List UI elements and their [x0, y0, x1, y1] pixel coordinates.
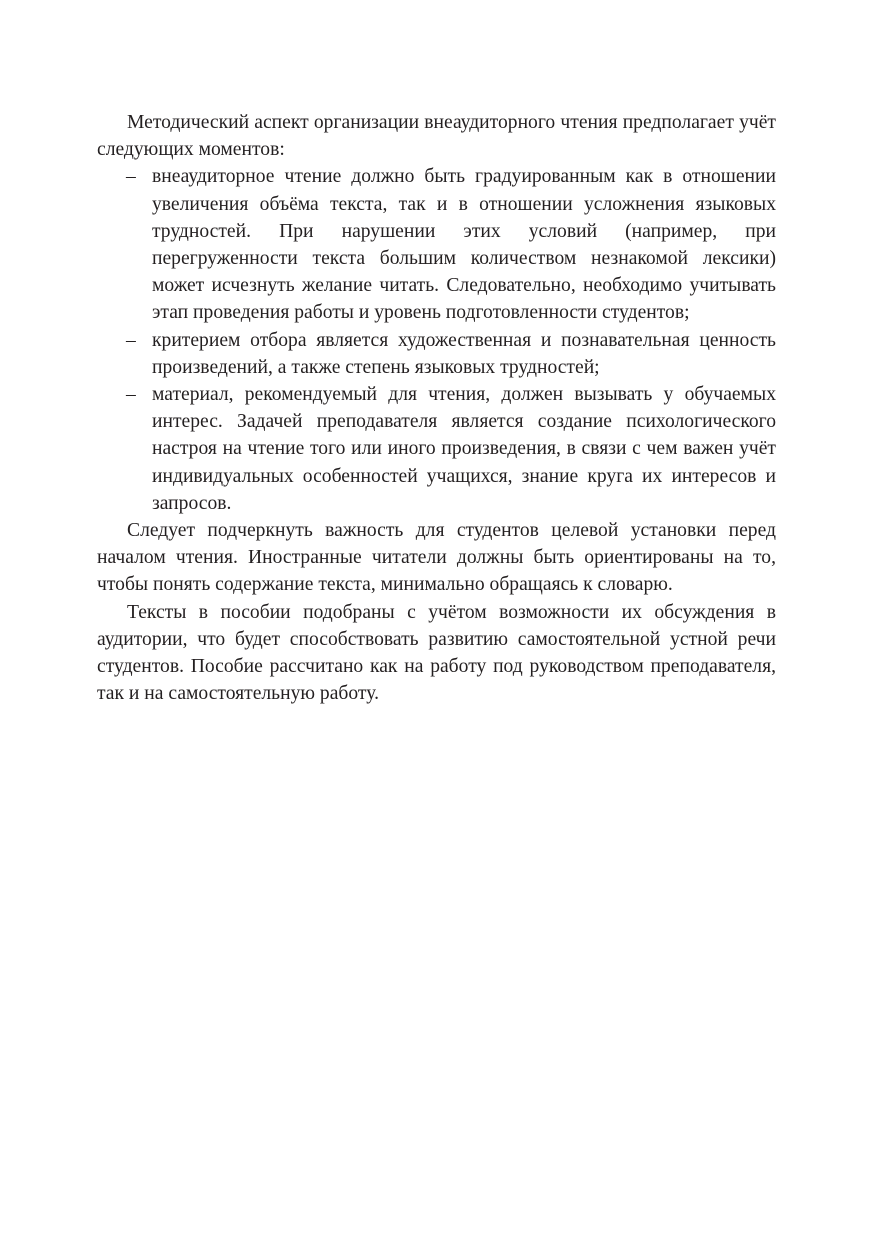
list-item	[126, 327, 776, 381]
dash-bullet: –	[126, 166, 136, 188]
document-page	[97, 109, 776, 707]
intro-paragraph: Методический аспект организации внеаудиторного чтения предполагает учёт следующих моментов:	[97, 112, 776, 161]
list-item	[126, 381, 776, 517]
list-item-text: материал, рекомендуемый для чтения, должен вызывать у обучаемых интерес. Задачей преподавателя является создание психологического настроя на чтение того или иного произведения, в связи с чем важен учёт индивидуальных особенностей учащихся, знание круга их интересов и запросов.	[152, 384, 776, 514]
requirements-list	[97, 163, 776, 517]
body-paragraph-goal: Следует подчеркнуть важность для студентов целевой установки перед началом чтения. Иностранные читатели должны быть ориентированы на то, чтобы понять содержание текста, минимально обращаясь к словарю.	[97, 520, 776, 596]
dash-bullet: –	[126, 329, 136, 351]
list-item-text: критерием отбора является художественная и познавательная ценность произведений, а также степень языковых трудностей;	[152, 329, 776, 378]
list-item-text: внеаудиторное чтение должно быть градуированным как в отношении увеличения объёма текста, так и в отношении усложнения языковых трудностей. При нарушении этих условий (например, при перегруженности текста большим количеством незнакомой лексики) может исчезнуть желание читать. Следовательно, необходимо учитывать этап проведения работы и уровень подготовленности студентов;	[152, 166, 776, 324]
dash-bullet: –	[126, 384, 136, 406]
list-item	[126, 163, 776, 326]
body-paragraph-texts: Тексты в пособии подобраны с учётом возможности их обсуждения в аудитории, что будет способствовать развитию самостоятельной устной речи студентов. Пособие рассчитано как на работу под руководством преподавателя, так и на самостоятельную работу.	[97, 601, 776, 705]
